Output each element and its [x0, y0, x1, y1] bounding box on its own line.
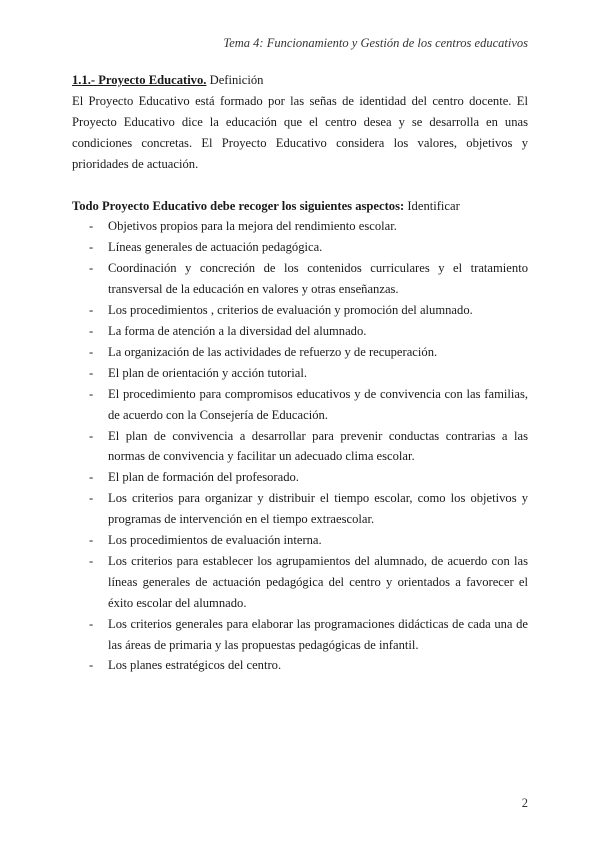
- page-number: 2: [521, 796, 528, 810]
- running-header: Tema 4: Funcionamiento y Gestión de los centros educativos: [223, 36, 528, 50]
- dash-bullet: -: [89, 365, 94, 380]
- list-item: [72, 321, 528, 342]
- list-heading-bold: Todo Proyecto Educativo debe recoger los siguientes aspectos:: [72, 198, 405, 213]
- list-item: [72, 342, 528, 363]
- list-heading: [72, 196, 528, 217]
- list-item-text: El plan de convivencia a desarrollar para prevenir conductas contrarias a las normas de convivencia y facilitar un adecuado clima escolar.: [108, 428, 528, 464]
- dash-bullet: -: [89, 470, 94, 485]
- list-item-text: Los procedimientos , criterios de evaluación y promoción del alumnado.: [108, 303, 473, 318]
- list-item: [72, 426, 528, 468]
- list-item: [72, 467, 528, 488]
- list-item-text: Los procedimientos de evaluación interna.: [108, 533, 322, 548]
- list-item-text: La forma de atención a la diversidad del alumnado.: [108, 323, 367, 338]
- dash-bullet: -: [89, 658, 94, 673]
- list-item-text: La organización de las actividades de refuerzo y de recuperación.: [108, 344, 438, 359]
- list-item-text: El procedimiento para compromisos educativos y de convivencia con las familias, de acuerdo con la Consejería de Educación.: [108, 386, 528, 422]
- dash-bullet: -: [89, 344, 94, 359]
- list-item: [72, 614, 528, 656]
- page-content: [72, 70, 528, 676]
- list-item: [72, 363, 528, 384]
- list-item: [72, 237, 528, 258]
- aspects-list: [72, 216, 528, 676]
- list-item: [72, 384, 528, 426]
- list-item: [72, 530, 528, 551]
- list-item: [72, 655, 528, 676]
- list-item-text: Líneas generales de actuación pedagógica.: [108, 240, 323, 255]
- section-subtitle: Definición: [209, 73, 264, 87]
- dash-bullet: -: [89, 553, 94, 568]
- list-item-text: Coordinación y concreción de los contenidos curriculares y el tratamiento transversal de la educación en valores y otras enseñanzas.: [108, 261, 528, 297]
- list-item: [72, 300, 528, 321]
- list-item-text: Los criterios para establecer los agrupamientos del alumnado, de acuerdo con las líneas generales de actuación pedagógica del centro y orientados a favorecer el éxito escolar del alumnado.: [108, 553, 528, 610]
- dash-bullet: -: [89, 219, 94, 234]
- list-item-text: Los planes estratégicos del centro.: [108, 658, 282, 673]
- list-item: [72, 488, 528, 530]
- list-item: [72, 258, 528, 300]
- dash-bullet: -: [89, 428, 94, 443]
- dash-bullet: -: [89, 533, 94, 548]
- dash-bullet: -: [89, 240, 94, 255]
- list-item-text: El plan de orientación y acción tutorial.: [108, 365, 307, 380]
- list-item-text: Los criterios para organizar y distribuir el tiempo escolar, como los objetivos y programas de intervención en el tiempo extraescolar.: [108, 491, 528, 527]
- dash-bullet: -: [89, 386, 94, 401]
- dash-bullet: -: [89, 261, 94, 276]
- section-number-title: 1.1.- Proyecto Educativo.: [72, 73, 207, 87]
- dash-bullet: -: [89, 616, 94, 631]
- dash-bullet: -: [89, 491, 94, 506]
- list-item-text: Los criterios generales para elaborar las programaciones didácticas de cada una de las áreas de primaria y las propuestas pedagógicas de infantil.: [108, 616, 528, 652]
- section-heading: [72, 70, 528, 91]
- list-item: [72, 216, 528, 237]
- list-item-text: Objetivos propios para la mejora del rendimiento escolar.: [108, 219, 397, 234]
- dash-bullet: -: [89, 303, 94, 318]
- dash-bullet: -: [89, 323, 94, 338]
- list-heading-rest: Identificar: [407, 198, 460, 213]
- definition-paragraph: El Proyecto Educativo está formado por las señas de identidad del centro docente. El Proyecto Educativo dice la educación que el centro desea y se desarrolla en unas condiciones concretas. El Proyecto Educativo considera los valores, objetivos y prioridades de actuación.: [72, 93, 528, 171]
- list-item-text: El plan de formación del profesorado.: [108, 470, 299, 485]
- list-item: [72, 551, 528, 614]
